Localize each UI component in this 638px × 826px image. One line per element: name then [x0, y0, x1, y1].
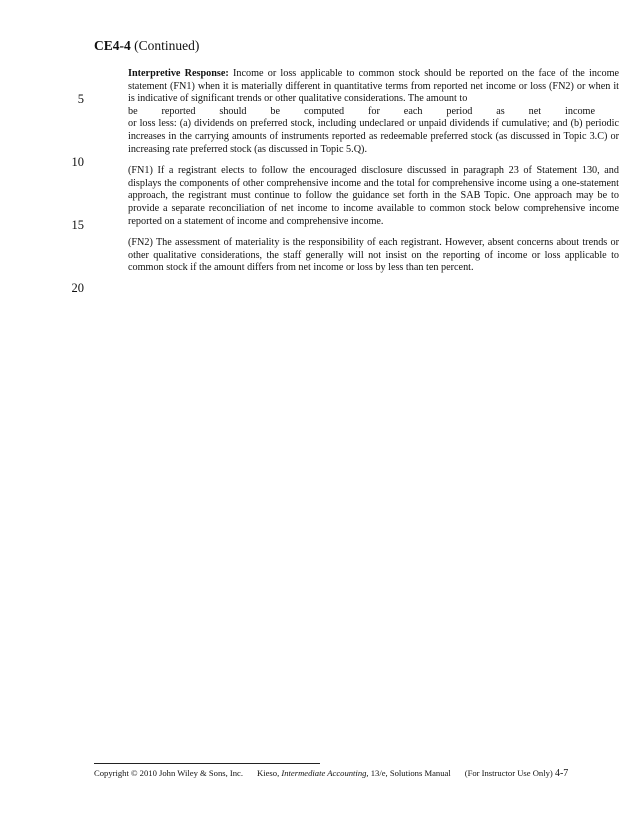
footnote-fn2: (FN2) The assessment of materiality is the responsibility of each registrant. However, absent concerns about trends or other qualitative considerations, the staff generally will not insist on the reporting of income or loss applicable to common stock if the amount differs from net income or loss by less than ten percent.	[128, 237, 619, 274]
spread-word: computed	[303, 105, 345, 117]
page-number: 4-7	[554, 768, 569, 779]
line-number-5: 5	[77, 92, 84, 106]
spread-word: period	[446, 105, 473, 117]
footer-note: (For Instructor Use Only)	[464, 768, 553, 778]
interpretive-response-text-b: or loss less: (a) dividends on preferred stock, including undeclared or unpaid dividends if cumulative; and (b) periodic increases in the carrying amounts of instruments reported as redeemable preferred stock (as discussed in Topic 3.C) or increasing rate preferred stock (as discussed in Topic 5.Q).	[128, 118, 619, 155]
footer-book-title: Intermediate Accounting,	[281, 768, 369, 778]
footnote-fn1: (FN1) If a registrant elects to follow the encouraged disclosure discussed in paragraph 23 of Statement 130, and displays the components of other comprehensive income and the total for comprehensive income using a one-statement approach, the registrant must continue to follow the guidance set forth in the SAB Topic. One approach may be to provide a separate reconciliation of net income to income available to common stock below comprehensive income reported on a statement of income and comprehensive income.	[128, 165, 619, 227]
spread-word: income	[565, 105, 596, 117]
footer-copyright: Copyright © 2010 John Wiley & Sons, Inc.	[94, 768, 244, 778]
spread-word: be	[270, 105, 281, 117]
line-number-15: 15	[71, 218, 84, 232]
spread-word: net	[528, 105, 542, 117]
interpretive-response-text-a: Income or loss applicable to common stock should be reported on the face of the income statement (FN1) when it is materially different in quantitative terms from reported net income or loss (FN2) or when it is indicative of significant trends or other qualitative considerations. The amount to	[128, 68, 620, 105]
footer-author: Kieso,	[257, 768, 280, 778]
spread-word: each	[403, 105, 423, 117]
spread-word: reported	[161, 105, 196, 117]
line-number-20: 20	[71, 281, 84, 295]
spread-word: be	[128, 105, 138, 117]
spread-word: as	[496, 105, 505, 117]
page-footer	[94, 768, 568, 779]
heading-suffix: (Continued)	[134, 38, 200, 53]
interpretive-response-label: Interpretive Response:	[128, 68, 229, 79]
spread-line	[128, 106, 619, 119]
interpretive-response-paragraph	[128, 68, 619, 156]
exercise-code: CE4-4	[94, 38, 131, 53]
document-body	[128, 68, 619, 284]
page-heading	[94, 38, 199, 54]
spread-word: should	[219, 105, 247, 117]
spread-word: for	[368, 105, 380, 117]
footer-edition: 13/e, Solutions Manual	[370, 768, 451, 778]
footer-divider	[94, 763, 320, 764]
line-number-10: 10	[71, 155, 84, 169]
